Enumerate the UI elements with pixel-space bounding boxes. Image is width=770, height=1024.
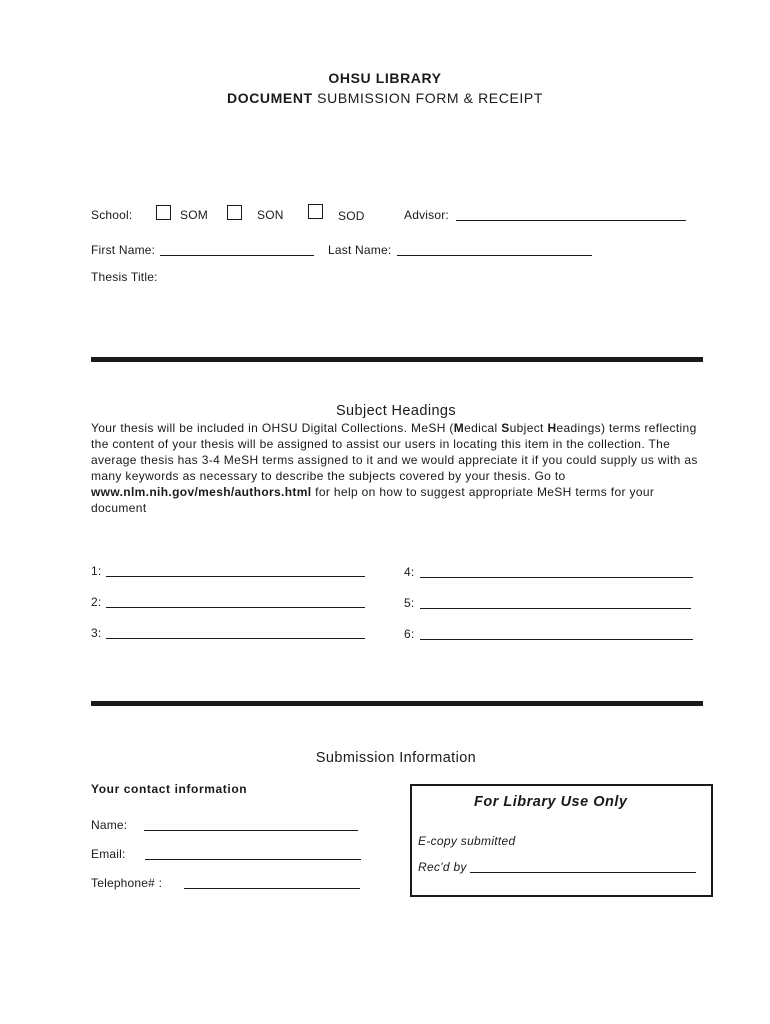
- mesh-3-field[interactable]: [106, 638, 365, 639]
- name-field[interactable]: [144, 830, 358, 831]
- son-checkbox[interactable]: [227, 205, 242, 220]
- advisor-label: Advisor:: [404, 208, 449, 222]
- library-use-title: For Library Use Only: [474, 794, 628, 810]
- recd-by-label: Rec'd by: [418, 860, 467, 874]
- advisor-field[interactable]: [456, 220, 686, 221]
- ecopy-label: E-copy submitted: [418, 834, 516, 848]
- telephone-field[interactable]: [184, 888, 360, 889]
- library-use-box: [410, 784, 713, 897]
- form-subtitle: [0, 90, 770, 106]
- som-label: SOM: [180, 208, 208, 222]
- mesh-5-field[interactable]: [420, 608, 691, 609]
- mesh-initial-h: H: [547, 421, 557, 435]
- mesh-4-label: 4:: [404, 565, 415, 579]
- mesh-5-label: 5:: [404, 596, 415, 610]
- mesh-6-label: 6:: [404, 627, 415, 641]
- recd-by-field[interactable]: [470, 872, 696, 873]
- last-name-label: Last Name:: [328, 243, 392, 257]
- email-field[interactable]: [145, 859, 361, 860]
- sod-label: SOD: [338, 209, 365, 223]
- first-name-field[interactable]: [160, 255, 314, 256]
- submission-info-title: Submission Information: [315, 750, 477, 766]
- name-label: Name:: [91, 818, 128, 832]
- thesis-title-label: Thesis Title:: [91, 270, 158, 284]
- last-name-field[interactable]: [397, 255, 592, 256]
- subject-instructions: [91, 420, 706, 516]
- para-text: edical: [464, 421, 502, 435]
- mesh-initial-m: M: [453, 421, 465, 435]
- school-label: School:: [91, 208, 133, 222]
- som-checkbox[interactable]: [156, 205, 171, 220]
- sod-checkbox[interactable]: [308, 204, 323, 219]
- mesh-4-field[interactable]: [420, 577, 693, 578]
- subtitle-bold: DOCUMENT: [227, 90, 313, 106]
- mesh-url-link[interactable]: www.nlm.nih.gov/mesh/authors.html: [91, 485, 312, 499]
- mesh-6-field[interactable]: [420, 639, 693, 640]
- mesh-2-label: 2:: [91, 595, 102, 609]
- son-label: SON: [257, 208, 284, 222]
- para-text: Your thesis will be included in OHSU Digital Collections. MeSH (: [91, 421, 454, 435]
- para-text: for help on how to suggest appropriate MeSH terms for your document: [91, 485, 655, 515]
- thesis-title-field[interactable]: [170, 266, 703, 346]
- mesh-1-label: 1:: [91, 564, 102, 578]
- mesh-1-field[interactable]: [106, 576, 365, 577]
- email-label: Email:: [91, 847, 126, 861]
- first-name-label: First Name:: [91, 243, 156, 257]
- para-text: ubject: [509, 421, 548, 435]
- form-title: OHSU LIBRARY: [328, 70, 442, 86]
- section-divider: [91, 357, 703, 362]
- para-text: eadings) terms reflecting the content of your thesis will be assigned to assist our users in locating this item in the collection. The average thesis has 3-4 MeSH terms assigned to it and we would appreciate it if you could supply us with as many keywords as necessary to describe the subjects covered by your thesis. Go to: [91, 421, 698, 483]
- mesh-2-field[interactable]: [106, 607, 365, 608]
- mesh-3-label: 3:: [91, 626, 102, 640]
- telephone-label: Telephone# :: [91, 876, 163, 890]
- subject-headings-title: Subject Headings: [335, 403, 457, 419]
- section-divider: [91, 701, 703, 706]
- mesh-initial-s: S: [501, 421, 510, 435]
- contact-info-heading: Your contact information: [91, 782, 248, 796]
- subtitle-rest: SUBMISSION FORM & RECEIPT: [312, 90, 543, 106]
